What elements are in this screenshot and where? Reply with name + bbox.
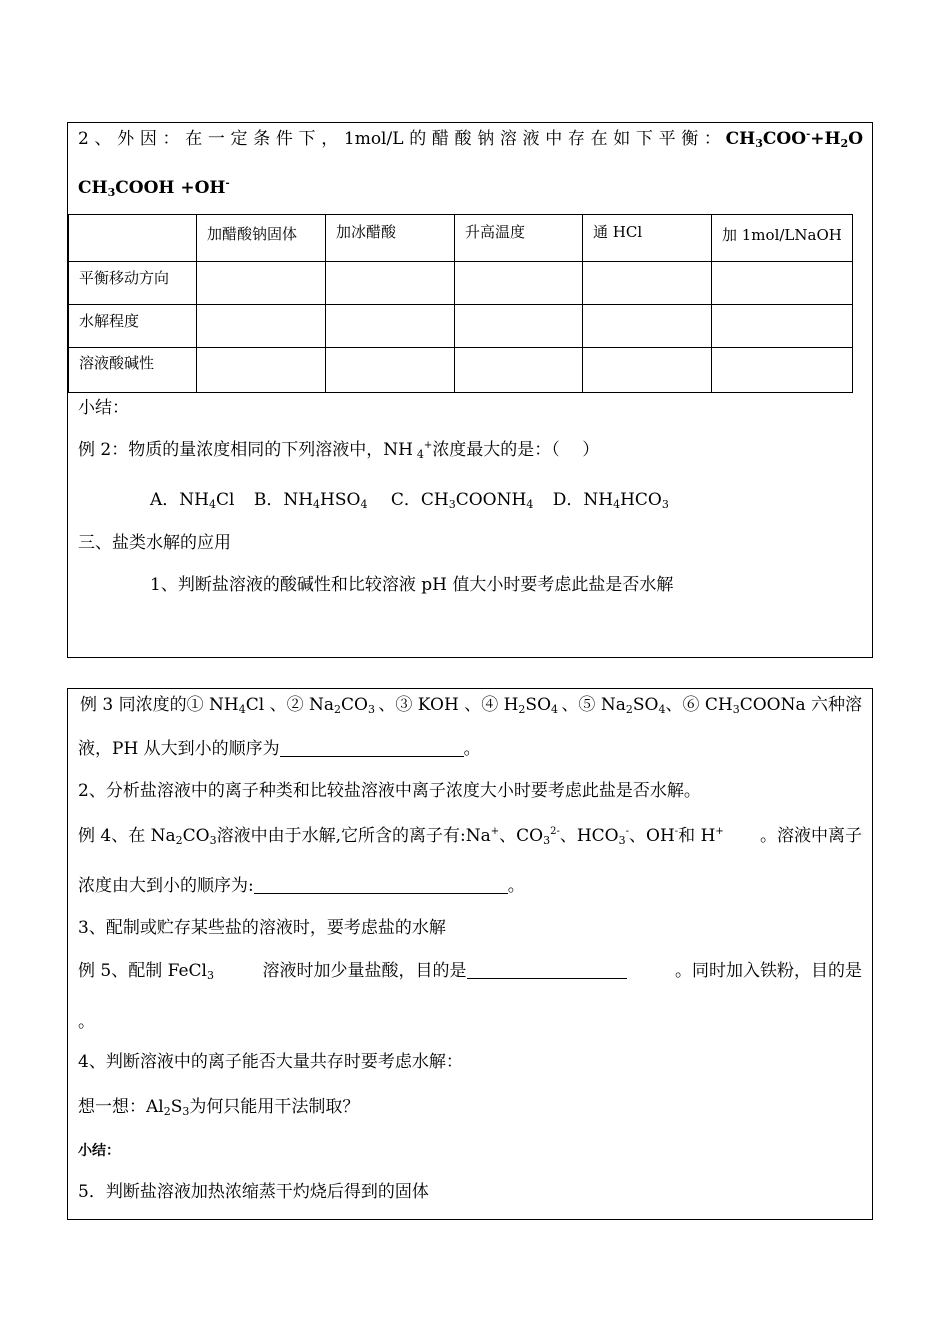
external-factor-char: 1mol/L <box>343 129 404 149</box>
table-cell <box>712 262 853 305</box>
application-item-5: 5．判断盐溶液加热浓缩蒸干灼烧后得到的固体 <box>78 1182 429 1202</box>
table-cell <box>197 305 326 348</box>
summary-label-1: 小结： <box>78 398 129 418</box>
table-header-cell: 升高温度 <box>455 215 583 262</box>
external-factor-char: ， <box>321 129 339 149</box>
external-factor-text <box>78 129 721 149</box>
external-factor-char: 外 <box>117 129 135 149</box>
table-corner-cell <box>69 215 197 262</box>
table-cell <box>455 262 583 305</box>
table-cell <box>197 348 326 393</box>
option-b: B．$NH_4HSO_4$ <box>253 490 368 511</box>
option-a: A．$NH_4Cl$ <box>150 490 235 511</box>
application-item-1: 1、判断盐溶液的酸碱性和比较溶液 pH 值大小时要考虑此盐是否水解 <box>150 575 674 595</box>
equilibrium-left: $CH_3COO^-+H_2O$ <box>725 129 863 150</box>
external-factor-char: 2 <box>78 129 89 149</box>
external-factor-char: 因 <box>139 129 157 149</box>
row-label-hydrolysis-degree: 水解程度 <box>69 305 197 348</box>
external-factor-char: 液 <box>522 129 540 149</box>
table-row <box>69 305 853 348</box>
think-question: 想一想：$Al_2S_3$为何只能用干法制取？ <box>78 1097 360 1118</box>
table-header-cell: 通 HCl <box>583 215 712 262</box>
external-factor-char: 下 <box>635 129 653 149</box>
external-factor-char: ： <box>162 129 180 149</box>
answer-blank-ion-order[interactable] <box>254 876 508 894</box>
external-factor-char: 、 <box>94 129 112 149</box>
external-factor-char: 如 <box>613 129 631 149</box>
table-cell <box>712 348 853 393</box>
example-2-options <box>150 490 669 510</box>
application-item-4: 4、判断溶液中的离子能否大量共存时要考虑水解： <box>78 1052 463 1072</box>
external-factor-char: ： <box>703 129 721 149</box>
section-box-2 <box>67 688 873 1220</box>
external-factor-char: 在 <box>590 129 608 149</box>
table-row <box>69 348 853 393</box>
example-2: 例 2：物质的量浓度相同的下列溶液中，NH $_4$+浓度最大的是：（ ） <box>78 440 600 461</box>
table-cell <box>326 262 455 305</box>
table-cell <box>583 262 712 305</box>
equilibrium-right: $CH_3COOH +OH^-$ <box>78 178 230 199</box>
table-header-row <box>69 215 853 262</box>
table-header-cell: 加冰醋酸 <box>326 215 455 262</box>
table-cell <box>583 348 712 393</box>
table-cell <box>326 305 455 348</box>
table-cell <box>583 305 712 348</box>
table-cell <box>455 305 583 348</box>
external-factor-char: 存 <box>567 129 585 149</box>
external-factor-char: 条 <box>253 129 271 149</box>
external-factor-char: 在 <box>185 129 203 149</box>
external-factor-char: 定 <box>230 129 248 149</box>
table-cell <box>197 262 326 305</box>
external-factor-line <box>78 129 863 149</box>
summary-label-2: 小结： <box>78 1143 120 1159</box>
external-factor-char: 的 <box>409 129 427 149</box>
external-factor-char: 醋 <box>431 129 449 149</box>
answer-blank-acid-purpose[interactable] <box>467 961 627 979</box>
table-cell <box>326 348 455 393</box>
section-3-heading: 三、盐类水解的应用 <box>78 533 231 553</box>
hydrolysis-factor-table <box>68 214 853 393</box>
table-row <box>69 262 853 305</box>
answer-blank-ph-order[interactable] <box>280 739 464 757</box>
example-3-line-1: 例 3 同浓度的① $NH_4Cl$ 、② $Na_2CO_3$ 、③ KOH 、④ $H_2SO_4$ 、⑤ $Na_2SO_4$、⑥ $CH_3COONa$ 六种溶 <box>80 695 862 716</box>
example-3-line-2: 液，PH 从大到小的顺序为 。 <box>78 739 481 759</box>
external-factor-char: 平 <box>658 129 676 149</box>
table-cell <box>712 305 853 348</box>
application-item-2: 2、分析盐溶液中的离子种类和比较盐溶液中离子浓度大小时要考虑此盐是否水解。 <box>78 781 701 801</box>
external-factor-char: 溶 <box>499 129 517 149</box>
row-label-shift-direction: 平衡移动方向 <box>69 262 197 305</box>
external-factor-char: 衡 <box>681 129 699 149</box>
option-c: C．$CH_3COONH_4$ <box>390 490 534 511</box>
option-d: D．$NH_4HCO_3$ <box>552 490 669 511</box>
row-label-acidity: 溶液酸碱性 <box>69 348 197 393</box>
table-header-cell: 加醋酸钠固体 <box>197 215 326 262</box>
example-5-line-2: 。 <box>78 1012 95 1032</box>
example-5-line-1: 例 5、配制 FeCl$_3$ 溶液时加少量盐酸，目的是 。同时加入铁粉，目的是 <box>78 961 862 982</box>
table-header-cell: 加 1mol/LNaOH <box>712 215 853 262</box>
external-factor-char: 酸 <box>454 129 472 149</box>
example-4-line-1: 例 4、在 $Na_2CO_3$溶液中由于水解,它所含的离子有:Na+、$CO_3^{2-}$、$HCO_3^-$、OH-和 H+ 。溶液中离子 <box>78 826 862 847</box>
external-factor-char: 一 <box>207 129 225 149</box>
external-factor-char: 件 <box>275 129 293 149</box>
example-4-line-2: 浓度由大到小的顺序为: 。 <box>78 876 525 896</box>
application-item-3: 3、配制或贮存某些盐的溶液时，要考虑盐的水解 <box>78 918 446 938</box>
external-factor-char: 中 <box>545 129 563 149</box>
external-factor-char: 下 <box>298 129 316 149</box>
external-factor-char: 钠 <box>477 129 495 149</box>
table-cell <box>455 348 583 393</box>
